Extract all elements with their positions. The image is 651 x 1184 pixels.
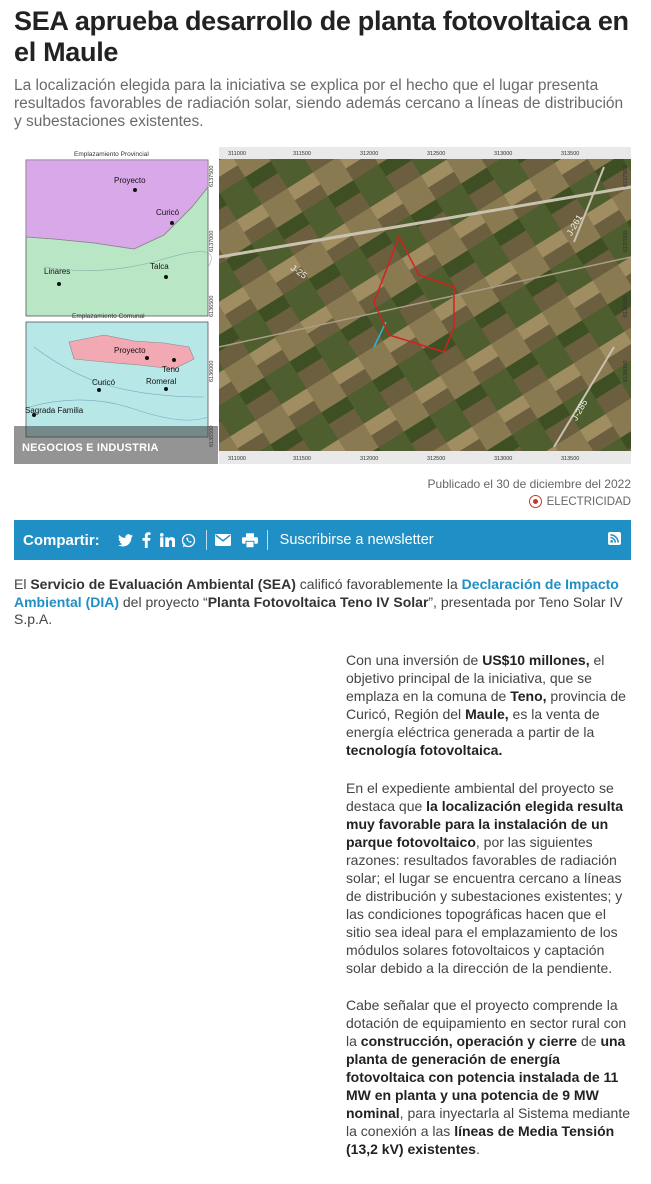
map-bottom-label-proyecto: Proyecto	[114, 346, 146, 355]
y-tick-right-1: 6137500	[623, 165, 629, 187]
map-top-label-talca: Talca	[150, 262, 169, 271]
map-bottom-label-teno: Teno	[162, 365, 180, 374]
map-bottom-title: Emplazamiento Comunal	[72, 313, 145, 320]
published-date: Publicado el 30 de diciembre del 2022	[427, 477, 631, 491]
y-tick-left-2: 6137000	[209, 230, 215, 252]
x-tick-top-2: 311500	[293, 151, 311, 157]
y-tick-right-2: 6137000	[623, 230, 629, 252]
share-bar	[14, 520, 631, 560]
x-tick-top-1: 311000	[228, 151, 246, 157]
map-bottom-label-romeral: Romeral	[146, 377, 177, 386]
print-icon[interactable]	[240, 530, 260, 550]
x-tick-bottom-4: 312500	[427, 456, 446, 462]
share-separator	[206, 530, 207, 550]
intro-bold-project: Planta Fotovoltaica Teno IV Solar	[207, 593, 429, 610]
x-tick-top-6: 313500	[561, 151, 580, 157]
road-label-j285: J-285	[569, 397, 590, 423]
x-tick-bottom-2: 311500	[293, 456, 311, 462]
x-tick-top-3: 312000	[360, 151, 379, 157]
map-bottom-label-curico: Curicó	[92, 378, 116, 387]
x-tick-bottom-6: 313500	[561, 456, 580, 462]
x-tick-bottom-1: 311000	[228, 456, 246, 462]
x-tick-bottom-5: 313000	[494, 456, 513, 462]
category-label: ELECTRICIDAD	[546, 495, 631, 508]
x-tick-top-5: 313000	[494, 151, 513, 157]
twitter-icon[interactable]	[116, 530, 136, 550]
share-label: Compartir:	[23, 531, 100, 549]
x-tick-bottom-3: 312000	[360, 456, 379, 462]
whatsapp-icon[interactable]	[179, 530, 199, 550]
newsletter-link[interactable]: Suscribirse a newsletter	[279, 532, 434, 548]
facebook-icon[interactable]	[137, 530, 157, 550]
y-tick-left-1: 6137500	[209, 165, 215, 187]
y-tick-left-4: 6136000	[209, 360, 215, 382]
road-label-j25: J-25	[288, 262, 309, 281]
map-top-label-curico: Curicó	[156, 208, 180, 217]
category-dot-icon	[529, 495, 542, 508]
category-tag[interactable]	[529, 495, 631, 508]
map-top-label-proyecto: Proyecto	[114, 176, 146, 185]
map-top-label-linares: Linares	[44, 267, 71, 276]
article-image[interactable]	[14, 147, 631, 464]
body-paragraph-3: Cabe señalar que el proyecto comprende la dotación de equipamiento en sector rural con la construcción, operación y cierre de una planta de generación de energía fotovoltaica con potencia instalada de 11 MW en planta y una potencia de 9 MW nominal, para inyectarla al Sistema mediante la conexión a las líneas de Media Tensión (13,2 kV) existentes.	[346, 997, 631, 1157]
map-bottom-label-sagrada-familia: Sagrada Familia	[25, 406, 84, 415]
email-icon[interactable]	[213, 530, 233, 550]
road-label-j261: J-261	[564, 212, 585, 238]
dia-link[interactable]: Declaración de Impacto Ambiental (DIA)	[14, 576, 619, 610]
intro-bold-sea: Servicio de Evaluación Ambiental (SEA)	[30, 576, 296, 592]
category-badge[interactable]: NEGOCIOS E INDUSTRIA	[14, 426, 218, 464]
body-paragraph-1: Con una inversión de US$10 millones, el objetivo principal de la iniciativa, que se emplaza en la comuna de Teno, provincia de Curicó, Región del Maule, es la venta de energía eléctrica generada a partir de la tecnología fotovoltaica.	[346, 652, 626, 758]
location-map	[14, 147, 631, 464]
rss-icon[interactable]	[608, 532, 621, 550]
y-tick-right-3: 6136500	[623, 295, 629, 317]
share-separator	[267, 530, 268, 550]
linkedin-icon[interactable]	[158, 530, 178, 550]
body-paragraph-2: En el expediente ambiental del proyecto se destaca que la localización elegida resulta muy favorable para la instalación de un parque fotovoltaico, por las siguientes razones: resultados favorables de radiación solar; el lugar se encuentra cercano a líneas de distribución y subestaciones existentes; y las condiciones topográficas hacen que el sitio sea ideal para el emplazamiento de los módulos solares fotovoltaicos y captación solar debido a la dirección de la pendiente.	[346, 780, 624, 976]
map-top-title: Emplazamiento Provincial	[74, 151, 149, 158]
article-subtitle: La localización elegida para la iniciativa se explica por el hecho que el lugar presenta resultados favorables de radiación solar, siendo además cercano a líneas de distribución y subestaciones existentes.	[14, 77, 624, 130]
x-tick-top-4: 312500	[427, 151, 446, 157]
article-title: SEA aprueba desarrollo de planta fotovoltaica en el Maule	[14, 6, 629, 67]
y-tick-right-4: 6136000	[623, 360, 629, 382]
intro-paragraph: El Servicio de Evaluación Ambiental (SEA) calificó favorablemente la Declaración de Impacto Ambiental (DIA) del proyecto “Planta Fotovoltaica Teno IV Solar”, presentada por Teno Solar IV S.p.A.	[14, 576, 623, 627]
y-tick-left-3: 6136500	[209, 295, 215, 317]
